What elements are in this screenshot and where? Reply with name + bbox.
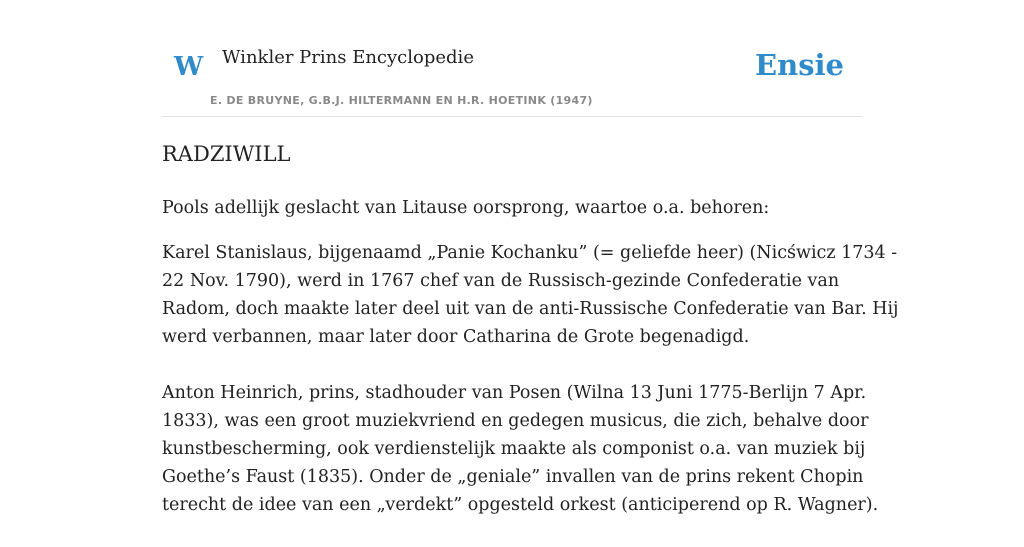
publication-header xyxy=(162,0,862,117)
paragraph-line: werd verbannen, maar later door Catharina de Grote begenadigd. xyxy=(162,327,750,347)
entry-paragraph xyxy=(162,239,899,351)
publication-logo[interactable]: W xyxy=(174,52,204,82)
paragraph-line: terecht de idee van een „verdekt” opgesteld orkest (anticiperend op R. Wagner). xyxy=(162,495,879,515)
paragraph-line: 22 Nov. 1790), werd in 1767 chef van de Russisch-gezinde Confederatie van xyxy=(162,271,840,291)
paragraph-line: Goethe’s Faust (1835). Onder de „geniale” invallen van de prins rekent Chopin xyxy=(162,467,864,487)
entry-title: RADZIWILL xyxy=(162,142,291,166)
entry-body xyxy=(162,239,899,547)
entry-intro: Pools adellijk geslacht van Litause oorsprong, waartoe o.a. behoren: xyxy=(162,198,770,218)
paragraph-line: Radom, doch maakte later deel uit van de anti-Russische Confederatie van Bar. Hij xyxy=(162,299,899,319)
paragraph-line: Anton Heinrich, prins, stadhouder van Posen (Wilna 13 Juni 1775-Berlijn 7 Apr. xyxy=(162,383,867,403)
paragraph-line: 1833), was een groot muziekvriend en gedegen musicus, die zich, behalve door xyxy=(162,411,869,431)
paragraph-line: kunstbescherming, ook verdienstelijk maakte als componist o.a. van muziek bij xyxy=(162,439,866,459)
ensie-brand-logo[interactable]: Ensie xyxy=(755,48,844,82)
publication-authors: E. DE BRUYNE, G.B.J. HILTERMANN EN H.R. HOETINK (1947) xyxy=(210,94,593,107)
entry-paragraph xyxy=(162,379,879,519)
page-container xyxy=(162,0,899,515)
publication-title[interactable]: Winkler Prins Encyclopedie xyxy=(222,47,474,68)
paragraph-line: Karel Stanislaus, bijgenaamd „Panie Kochanku” (= geliefde heer) (Nicświcz 1734 - xyxy=(162,243,898,263)
